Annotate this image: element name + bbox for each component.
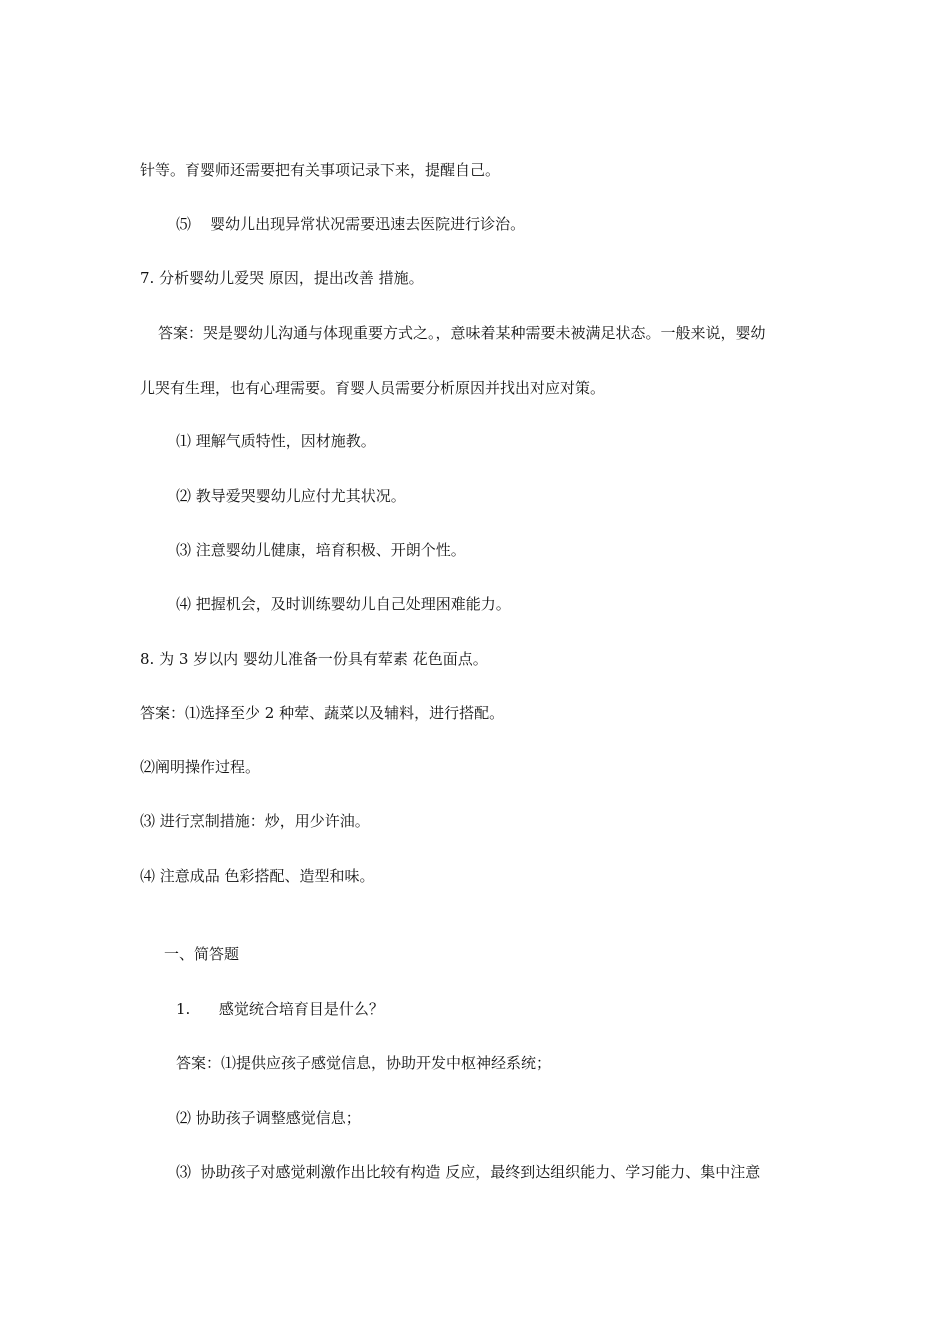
answer-item: ⑵ 协助孩子调整感觉信息； [176,1109,361,1127]
answer-text: 答案：⑴选择至少 2 种荤、蔬菜以及辅料，进行搭配。 [140,704,505,722]
text-line: ⑸ 婴幼儿出现异常状况需要迅速去医院进行诊治。 [176,215,526,233]
text-line: 针等。育婴师还需要把有关事项记录下来，提醒自己。 [140,161,501,179]
answer-item: ⑶ 进行烹制措施：炒，用少许油。 [140,812,370,830]
question-heading: 1. 感觉统合培育目是什么？ [176,1000,384,1018]
answer-item: ⑷ 把握机会，及时训练婴幼儿自己处理困难能力。 [176,595,511,613]
answer-item: ⑷ 注意成品 色彩搭配、造型和味。 [140,867,375,885]
question-heading: 7. 分析婴幼儿爱哭 原因，提出改善 措施。 [140,269,424,287]
answer-text: 答案：哭是婴幼儿沟通与体现重要方式之。，意味着某种需要未被满足状态。一般来说，婴幼 [158,324,766,342]
section-heading: 一、简答题 [164,945,240,963]
answer-item: ⑴ 理解气质特性，因材施教。 [176,432,376,450]
answer-item: ⑵ 教导爱哭婴幼儿应付尤其状况。 [176,487,406,505]
answer-item: ⑶ 协助孩子对感觉刺激作出比较有构造 反应，最终到达组织能力、学习能力、集中注意 [176,1163,761,1181]
answer-item: ⑶ 注意婴幼儿健康，培育积极、开朗个性。 [176,541,466,559]
answer-text: 儿哭有生理，也有心理需要。育婴人员需要分析原因并找出对应对策。 [140,379,606,397]
answer-text: 答案：⑴提供应孩子感觉信息，协助开发中枢神经系统； [176,1054,552,1072]
answer-item: ⑵阐明操作过程。 [140,758,261,776]
question-heading: 8. 为 3 岁以内 婴幼儿准备一份具有荤素 花色面点。 [140,650,488,668]
